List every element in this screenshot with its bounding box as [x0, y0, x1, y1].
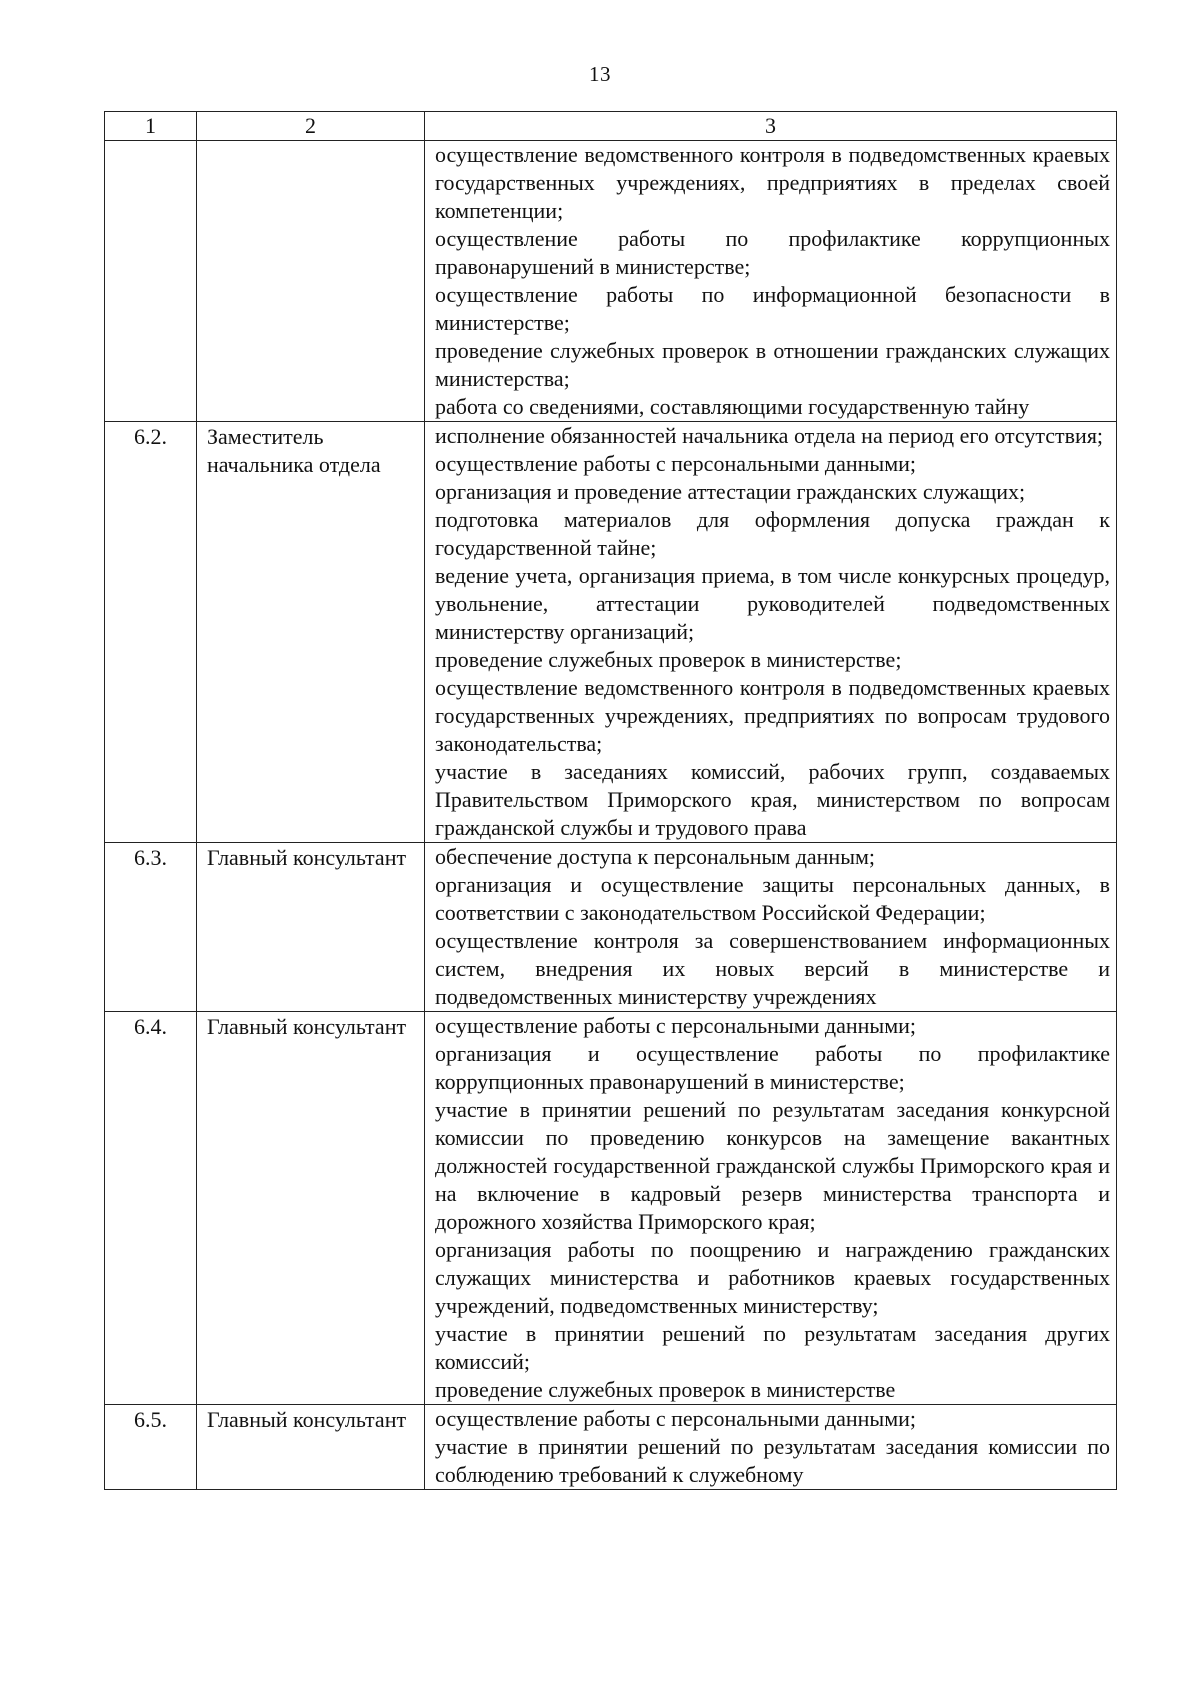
- duty-item: организация работы по поощрению и награждению гражданских служащих министерства и работников краевых государственных учреждений, подведомственных министерству;: [435, 1237, 1110, 1318]
- duties-table: [104, 111, 1117, 1490]
- header-col-position: 2: [197, 112, 425, 141]
- duties-cell: [425, 422, 1117, 843]
- duty-item: ведение учета, организация приема, в том числе конкурсных процедур, увольнение, аттестации руководителей подведомственных министерству организаций;: [435, 563, 1110, 644]
- duty-item: обеспечение доступа к персональным данным;: [435, 844, 876, 869]
- position-title: [197, 141, 425, 422]
- table-row: [105, 141, 1117, 422]
- table-row: [105, 422, 1117, 843]
- duties-cell: [425, 1012, 1117, 1405]
- table-row: [105, 1012, 1117, 1405]
- position-title: Заместитель начальника отдела: [197, 422, 425, 843]
- duty-item: осуществление работы по профилактике коррупционных правонарушений в министерстве;: [435, 226, 1110, 279]
- row-number: 6.2.: [105, 422, 197, 843]
- duty-item: участие в принятии решений по результатам заседания других комиссий;: [435, 1321, 1110, 1374]
- duty-item: участие в принятии решений по результатам заседания комиссии по соблюдению требований к служебному: [435, 1434, 1110, 1487]
- header-col-number: 1: [105, 112, 197, 141]
- duty-item: осуществление работы с персональными данными;: [435, 451, 917, 476]
- duty-item: организация и осуществление защиты персональных данных, в соответствии с законодательством Российской Федерации;: [435, 872, 1110, 925]
- table-header-row: [105, 112, 1117, 141]
- duty-item: осуществление ведомственного контроля в подведомственных краевых государственных учреждениях, предприятиях по вопросам трудового законодательства;: [435, 675, 1110, 756]
- duty-item: осуществление ведомственного контроля в подведомственных краевых государственных учреждениях, предприятиях в пределах своей компетенции;: [435, 142, 1110, 223]
- table-row: [105, 843, 1117, 1012]
- row-number: [105, 141, 197, 422]
- duty-item: подготовка материалов для оформления допуска граждан к государственной тайне;: [435, 507, 1110, 560]
- duty-item: участие в принятии решений по результатам заседания конкурсной комиссии по проведению конкурсов на замещение вакантных должностей государственной гражданской службы Приморского края и на включение в кадровый резерв министерства транспорта и дорожного хозяйства Приморского края;: [435, 1097, 1110, 1234]
- duty-item: осуществление работы с персональными данными;: [435, 1406, 917, 1431]
- table-row: [105, 1405, 1117, 1490]
- row-number: 6.4.: [105, 1012, 197, 1405]
- position-title: Главный консультант: [197, 843, 425, 1012]
- row-number: 6.5.: [105, 1405, 197, 1490]
- position-title: Главный консультант: [197, 1405, 425, 1490]
- duty-item: работа со сведениями, составляющими государственную тайну: [435, 394, 1030, 419]
- position-title: Главный консультант: [197, 1012, 425, 1405]
- duty-item: участие в заседаниях комиссий, рабочих групп, создаваемых Правительством Приморского края, министерством по вопросам гражданской службы и трудового права: [435, 759, 1110, 840]
- header-col-duties: 3: [425, 112, 1117, 141]
- row-number: 6.3.: [105, 843, 197, 1012]
- duties-cell: [425, 141, 1117, 422]
- duty-item: осуществление работы с персональными данными;: [435, 1013, 917, 1038]
- duties-cell: [425, 843, 1117, 1012]
- duty-item: организация и осуществление работы по профилактике коррупционных правонарушений в министерстве;: [435, 1041, 1110, 1094]
- duty-item: исполнение обязанностей начальника отдела на период его отсутствия;: [435, 423, 1104, 448]
- duties-cell: [425, 1405, 1117, 1490]
- duty-item: проведение служебных проверок в отношении гражданских служащих министерства;: [435, 338, 1110, 391]
- duty-item: проведение служебных проверок в министерстве: [435, 1377, 896, 1402]
- page-number: 13: [589, 62, 611, 86]
- duty-item: осуществление контроля за совершенствованием информационных систем, внедрения их новых версий в министерстве и подведомственных министерству учреждениях: [435, 928, 1110, 1009]
- duty-item: проведение служебных проверок в министерстве;: [435, 647, 902, 672]
- duty-item: организация и проведение аттестации гражданских служащих;: [435, 479, 1026, 504]
- duty-item: осуществление работы по информационной безопасности в министерстве;: [435, 282, 1110, 335]
